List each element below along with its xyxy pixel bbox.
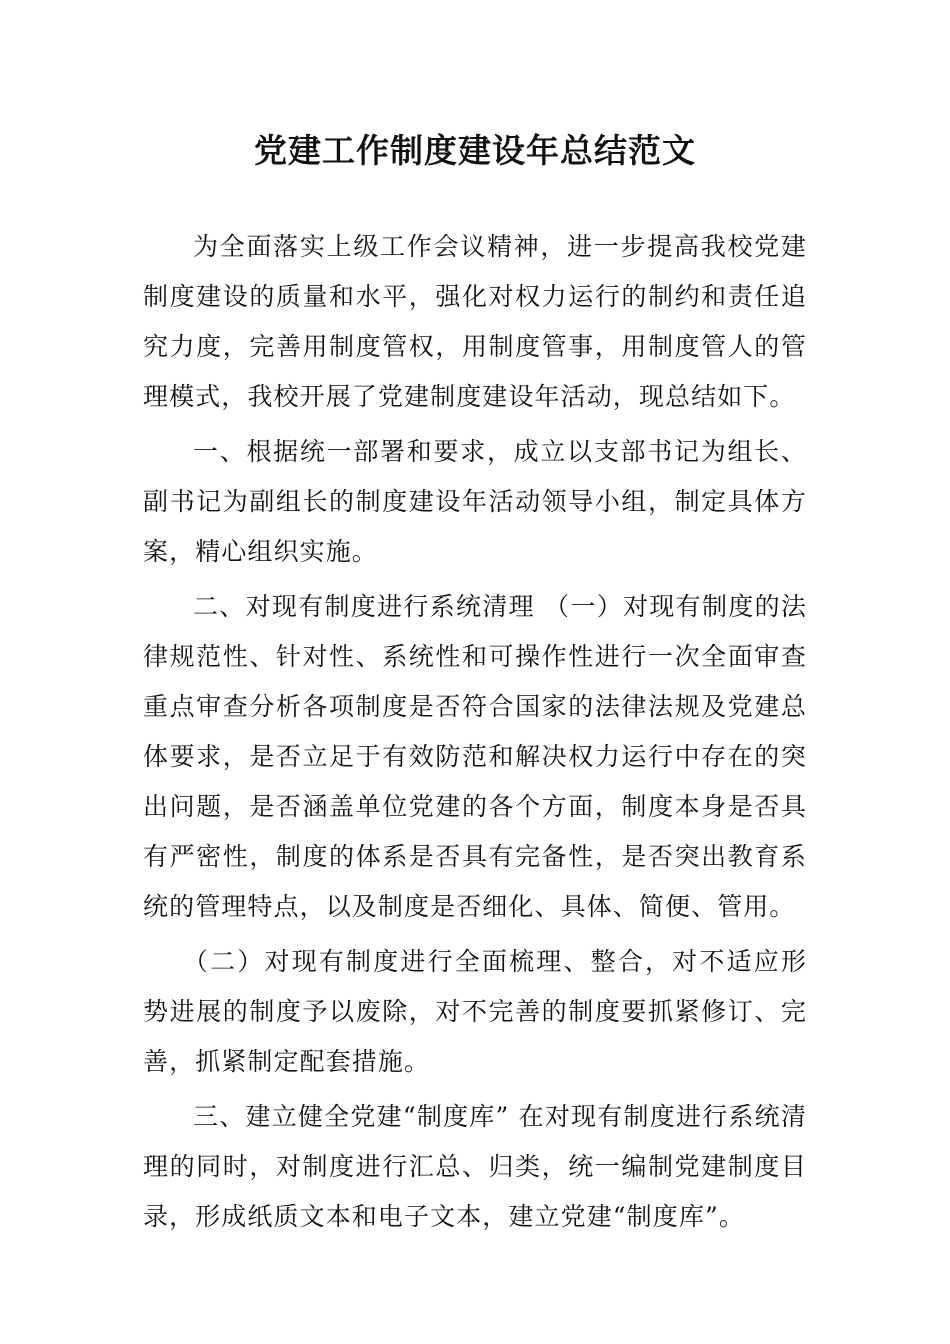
paragraph-section-2-sub-2: （二）对现有制度进行全面梳理、整合，对不适应形势进展的制度予以废除，对不完善的制度要抓紧修订、完善，抓紧制定配套措施。 xyxy=(143,947,807,1076)
paragraph-section-2: 二、对现有制度进行系统清理 （一）对现有制度的法律规范性、针对性、系统性和可操作性进行一次全面审查重点审查分析各项制度是否符合国家的法律法规及党建总体要求，是否立足于有效防范和解决权力运行中存在的突出问题，是否涵盖单位党建的各个方面，制度本身是否具有严密性，制度的体系是否具有完备性，是否突出教育系统的管理特点，以及制度是否细化、具体、简便、管用。 xyxy=(143,592,807,921)
paragraph-section-3: 三、建立健全党建“制度库” 在对现有制度进行系统清理的同时，对制度进行汇总、归类，统一编制党建制度目录，形成纸质文本和电子文本，建立党建“制度库”。 xyxy=(143,1102,807,1231)
document-body xyxy=(143,222,807,1247)
document-title: 党建工作制度建设年总结范文 xyxy=(254,131,696,170)
paragraph-intro: 为全面落实上级工作会议精神，进一步提高我校党建制度建设的质量和水平，强化对权力运行的制约和责任追究力度，完善用制度管权，用制度管事，用制度管人的管理模式，我校开展了党建制度建设年活动，现总结如下。 xyxy=(143,232,807,411)
paragraph-section-1: 一、根据统一部署和要求，成立以支部书记为组长、副书记为副组长的制度建设年活动领导小组，制定具体方案，精心组织实施。 xyxy=(143,437,807,566)
